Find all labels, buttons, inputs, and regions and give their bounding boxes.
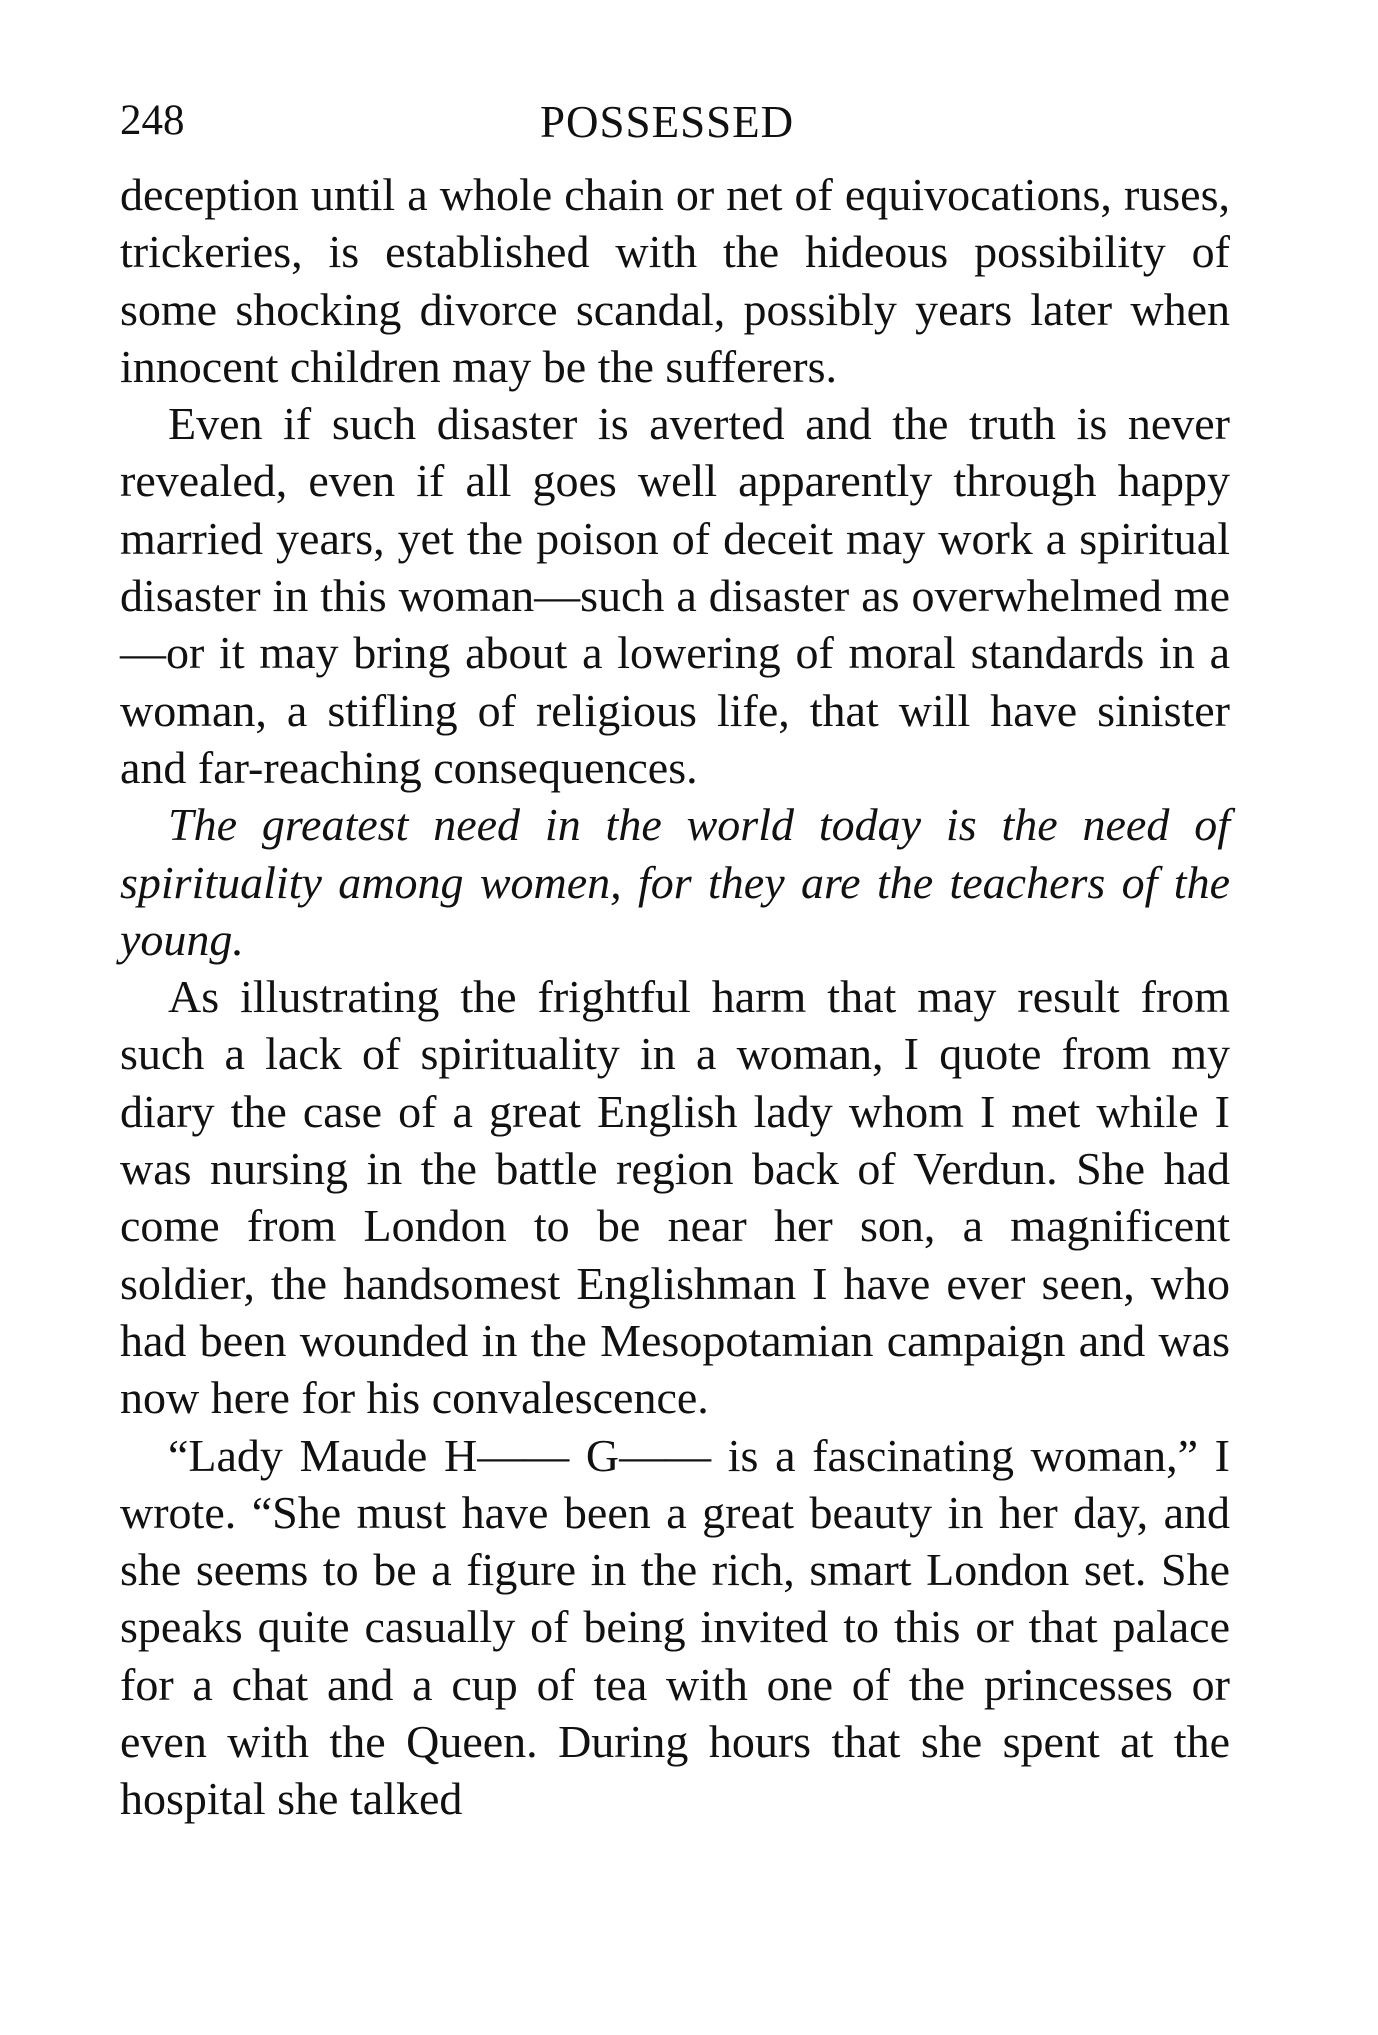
paragraph: As illustrating the frightful harm that may result from such a lack of spirituality in a woman, I quote from my diary the case of a great English lady whom I met while I was nursing in the battle region back of Verdun. She had come from London to be near her son, a magnificent soldier, the handsomest Englishman I have ever seen, who had been wounded in the Mesopotamian campaign and was now here for his convalescence. <box>120 971 1230 1424</box>
paragraph: “Lady Maude H—— G—— is a fascinating woman,” I wrote. “She must have been a great beauty in her day, and she seems to be a figure in the rich, smart London set. She speaks quite casually of being invited to this or that palace for a chat and a cup of tea with one of the princesses or even with the Queen. During hours that she spent at the hospital she talked <box>120 1429 1230 1825</box>
paragraph: deception until a whole chain or net of equivocations, ruses, trickeries, is established with the hideous possibility of some shocking divorce scandal, possibly years later when innocent children may be the sufferers. <box>120 169 1230 392</box>
page-header <box>120 96 1230 166</box>
italic-paragraph: The greatest need in the world today is the need of spirituality among women, for they are the teachers of the young. <box>120 799 1230 965</box>
page-number: 248 <box>120 97 185 144</box>
running-title: POSSESSED <box>540 97 795 147</box>
paragraph: Even if such disaster is averted and the truth is never revealed, even if all goes well apparently through happy married years, yet the poison of deceit may work a spiritual disaster in this woman—such a disaster as overwhelmed me—or it may bring about a lowering of moral standards in a woman, a stifling of religious life, that will have sinister and far-reaching consequences. <box>120 398 1230 793</box>
book-page <box>120 96 1230 1828</box>
body-text <box>120 166 1230 1828</box>
